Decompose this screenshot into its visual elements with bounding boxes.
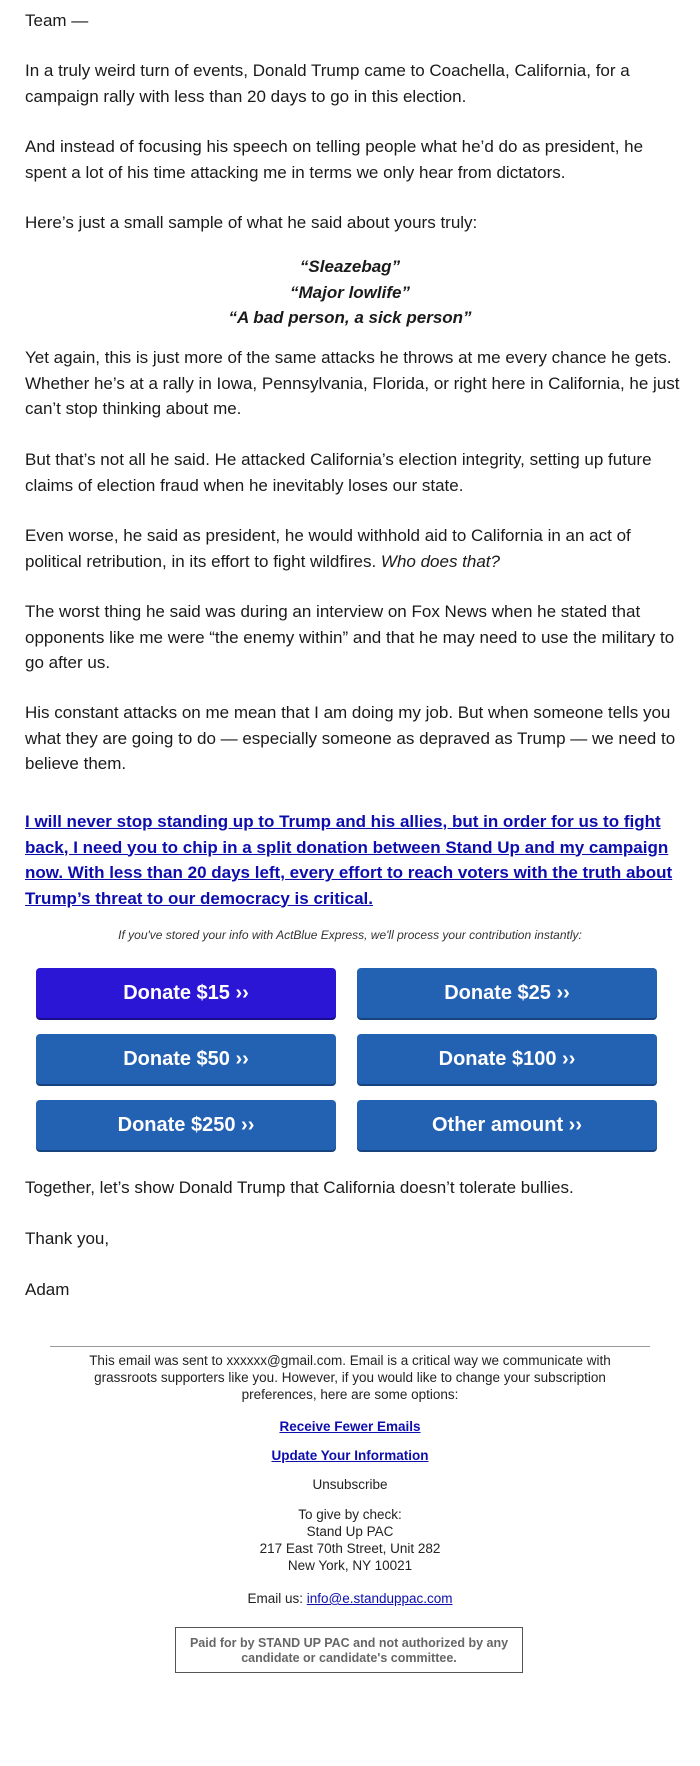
unsubscribe-row bbox=[0, 1476, 700, 1493]
signoff: Thank you, bbox=[25, 1229, 110, 1248]
check-line: New York, NY 10021 bbox=[287, 1558, 413, 1573]
closing-line: Together, let’s show Donald Trump that California doesn’t tolerate bullies. bbox=[25, 1178, 574, 1197]
contact-email-row bbox=[0, 1590, 700, 1607]
fewer-emails-link[interactable]: Receive Fewer Emails bbox=[279, 1419, 421, 1434]
greeting: Team — bbox=[25, 11, 89, 30]
footer-divider bbox=[50, 1346, 650, 1347]
update-info-link[interactable]: Update Your Information bbox=[271, 1448, 429, 1463]
paragraph-speech: And instead of focusing his speech on telling people what he’d do as president, he spent a lot of his time attacking me in terms we only hear from dictators. bbox=[25, 137, 644, 182]
donate-250-button[interactable]: Donate $250 ›› bbox=[36, 1100, 336, 1150]
quote: “Sleazebag” bbox=[299, 257, 401, 276]
paragraph-sample: Here’s just a small sample of what he said about yours truly: bbox=[25, 213, 478, 232]
fewer-emails-row bbox=[0, 1418, 700, 1435]
paragraph-fox-news: The worst thing he said was during an interview on Fox News when he stated that opponents like me were “the enemy within” and that he may need to use the military to go after us. bbox=[25, 602, 675, 672]
footer-notice: This email was sent to xxxxxx@gmail.com. Email is a critical way we communicate with grassroots supporters like you. However, if you would like to change your subscription preferences, here are some options: bbox=[89, 1353, 611, 1402]
email-label: Email us: bbox=[247, 1591, 307, 1606]
quote: “A bad person, a sick person” bbox=[228, 308, 472, 327]
quote-block bbox=[0, 254, 700, 331]
contact-email-link[interactable]: info@e.standuppac.com bbox=[306, 1591, 453, 1606]
actblue-note: If you've stored your info with ActBlue Express, we'll process your contribution instantly: bbox=[118, 928, 582, 942]
donate-15-button[interactable]: Donate $15 ›› bbox=[36, 968, 336, 1018]
donate-25-button[interactable]: Donate $25 ›› bbox=[357, 968, 657, 1018]
paragraph-intro: In a truly weird turn of events, Donald Trump came to Coachella, California, for a campaign rally with less than 20 days to go in this election. bbox=[25, 61, 630, 106]
update-info-row bbox=[0, 1447, 700, 1464]
signature: Adam bbox=[25, 1280, 70, 1299]
donation-cta-link[interactable]: I will never stop standing up to Trump and his allies, but in order for us to fight back, I need you to chip in a split donation between Stand Up and my campaign now. With less than 20 days left, every effort to reach voters with the truth about Trump’s threat to our democracy is critical. bbox=[25, 812, 673, 908]
other-amount-button[interactable]: Other amount ›› bbox=[357, 1100, 657, 1150]
check-line: 217 East 70th Street, Unit 282 bbox=[259, 1541, 441, 1556]
check-address bbox=[0, 1506, 700, 1574]
donate-50-button[interactable]: Donate $50 ›› bbox=[36, 1034, 336, 1084]
paragraph-election-integrity: But that’s not all he said. He attacked California’s election integrity, setting up future claims of election fraud when he inevitably loses our state. bbox=[25, 450, 652, 495]
check-line: To give by check: bbox=[298, 1507, 402, 1522]
wildfire-text: Even worse, he said as president, he would withhold aid to California in an act of political retribution, in its effort to fight wildfires. bbox=[25, 526, 631, 571]
paragraph-attacks: Yet again, this is just more of the same attacks he throws at me every chance he gets. Whether he’s at a rally in Iowa, Pennsylvania, Florida, or right here in California, he just can’t stop thinking about me. bbox=[25, 348, 680, 418]
paragraph-wildfires bbox=[25, 523, 680, 574]
check-line: Stand Up PAC bbox=[306, 1524, 394, 1539]
wildfire-italic: Who does that? bbox=[380, 551, 500, 571]
quote: “Major lowlife” bbox=[290, 282, 410, 302]
paragraph-constant-attacks: His constant attacks on me mean that I am doing my job. But when someone tells you what they are going to do — especially someone as depraved as Trump — we need to believe them. bbox=[25, 703, 676, 773]
donate-100-button[interactable]: Donate $100 ›› bbox=[357, 1034, 657, 1084]
paid-for-disclaimer: Paid for by STAND UP PAC and not authorized by any candidate or candidate's committee. bbox=[175, 1627, 523, 1673]
unsubscribe-link[interactable]: Unsubscribe bbox=[312, 1477, 388, 1492]
